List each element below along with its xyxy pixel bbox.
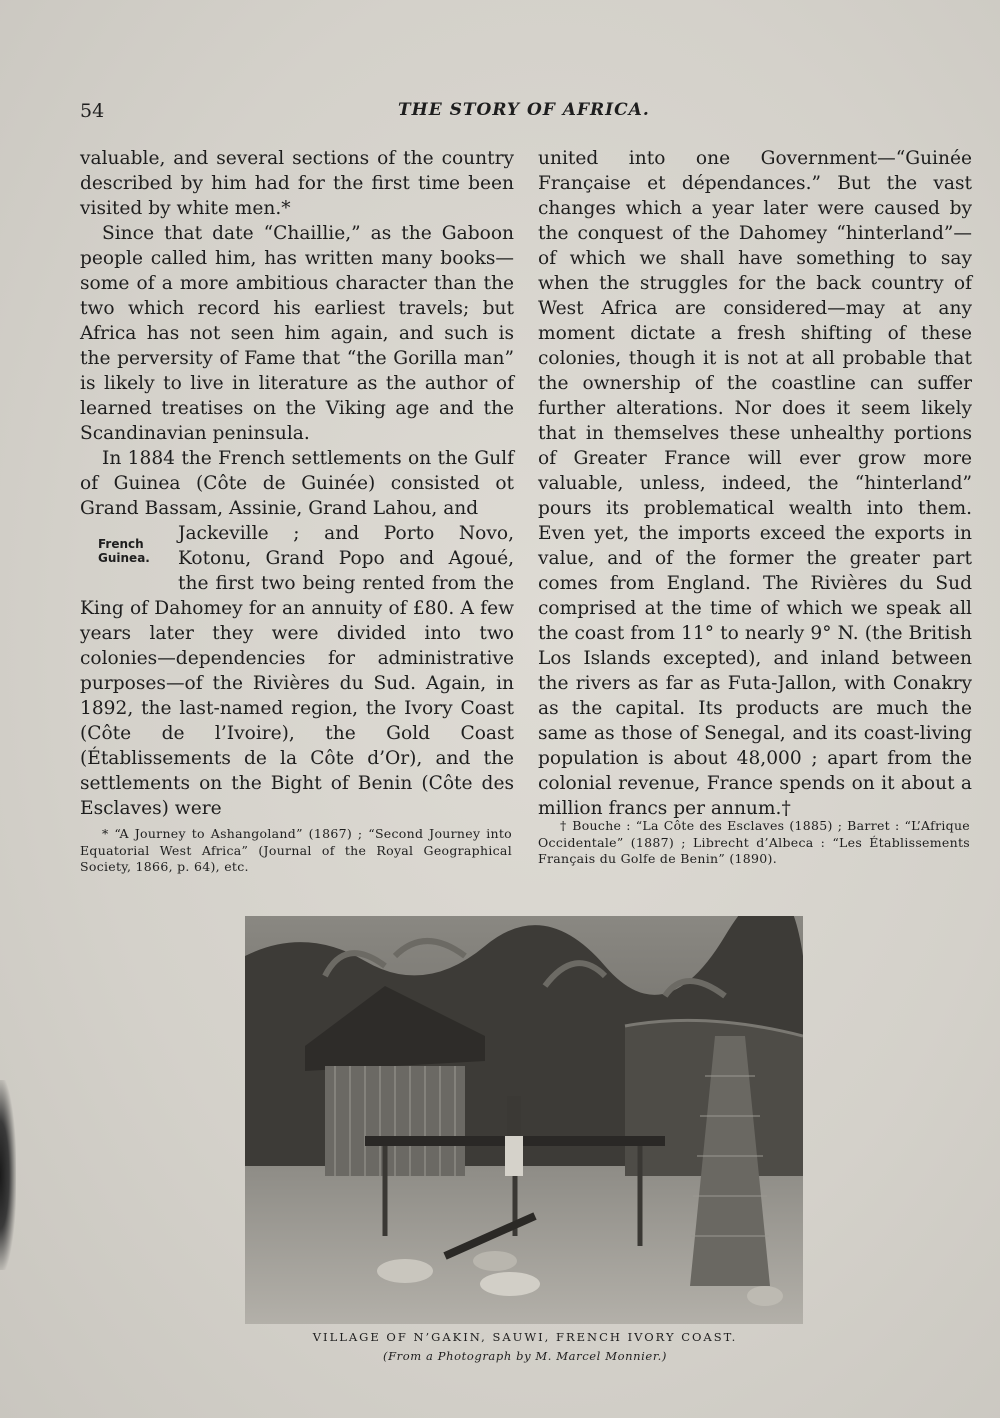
right-column xyxy=(538,146,972,821)
running-head: THE STORY OF AFRICA. xyxy=(398,100,650,120)
side-note xyxy=(80,521,172,596)
footnote-left: * “A Journey to Ashangoland” (1867) ; “Second Journey into Equatorial West Africa” (Journal of the Royal Geographical Society, 1866, p. 64), etc. xyxy=(80,826,512,874)
figure-caption: VILLAGE OF N’GAKIN, SAUWI, FRENCH IVORY COAST. xyxy=(312,1330,738,1344)
binding-shadow xyxy=(0,1080,16,1270)
left-paragraph-2: Since that date “Chaillie,” as the Gaboon people called him, has written many books—some of a more ambitious character than the two which record his earliest travels; but Africa has not seen him again, and such is the perversity of Fame that “the Gorilla man” is likely to live in literature as the author of learned treatises on the Viking age and the Scandinavian peninsula. xyxy=(80,223,514,444)
right-paragraph-1: united into one Government—“Guinée Française et dépendances.” But the vast changes which a year later were caused by the conquest of the Dahomey “hinterland”—of which we shall have something to say when the struggles for the back country of West Africa are considered—may at any moment dictate a fresh shifting of these colonies, though it is not at all probable that the ownership of the coastline can suffer further alterations. Nor does it seem likely that in themselves these unhealthy portions of Greater France will ever grow more valuable, unless, indeed, the “hinterland” pours its problematical wealth into them. Even yet, the imports exceed the exports in value, and of the former the greater part comes from England. The Rivières du Sud comprised at the time of which we speak all the coast from 11° to nearly 9° N. (the British Los Islands excepted), and inland between the rivers as far as Futa-Jallon, with Conakry as the capital. Its products are much the same as those of Senegal, and its coast-living population is about 48,000 ; apart from the colonial revenue, France spends on it about a million francs per annum.† xyxy=(538,148,972,819)
left-paragraph-3-start: In 1884 the French settlements on the Gulf of Guinea (Côte de Guinée) consisted ot Grand Bassam, Assinie, Grand Lahou, and xyxy=(80,448,514,519)
left-paragraph-3-rest: Jackeville ; and Porto Novo, Kotonu, Grand Popo and Agoué, the first two being rented from the King of Dahomey for an annuity of £80. A few years later they were divided into two colonies—dependencies for administrative purposes—of the Rivières du Sud. Again, in 1892, the last-named region, the Ivory Coast (Côte de l’Ivoire), the Gold Coast (Établissements de la Côte d’Or), and the settlements on the Bight of Benin (Côte des Esclaves) were xyxy=(80,523,514,819)
village-photograph xyxy=(245,916,803,1324)
figure-credit: (From a Photograph by M. Marcel Monnier.) xyxy=(383,1349,667,1363)
side-note-line-1: French xyxy=(98,537,144,551)
photo-illustration xyxy=(245,916,803,1324)
left-column xyxy=(80,146,514,821)
left-paragraph-1: valuable, and several sections of the country described by him had for the first time been visited by white men.* xyxy=(80,148,514,219)
footnote-right: † Bouche : “La Côte des Esclaves (1885) ; Barret : “L’Afrique Occidentale” (1887) ; Librecht d’Albeca : “Les Établissements Français du Golfe de Benin” (1890). xyxy=(538,818,970,866)
side-note-line-2: Guinea. xyxy=(98,551,150,565)
page-header xyxy=(80,96,930,126)
page-number: 54 xyxy=(80,100,105,122)
